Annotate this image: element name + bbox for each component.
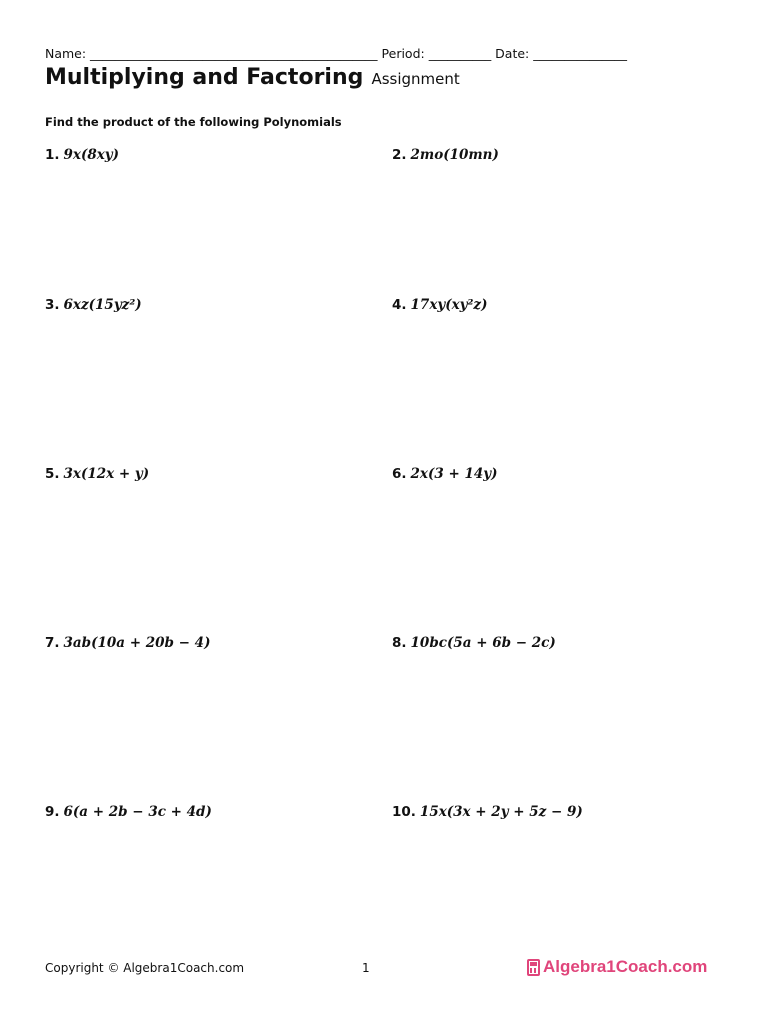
- problem-expression: 9x(8xy): [63, 147, 120, 163]
- problem-number: 9.: [45, 804, 60, 820]
- page-number: 1: [362, 961, 370, 975]
- problem-number: 5.: [45, 466, 60, 482]
- problem-number: 10.: [392, 804, 416, 820]
- problem-number: 1.: [45, 147, 60, 163]
- problem-number: 8.: [392, 635, 407, 651]
- problem-expression: 3ab(10a + 20b − 4): [63, 635, 211, 651]
- problem-number: 3.: [45, 297, 60, 313]
- problem-3: [45, 297, 142, 313]
- problem-expression: 2mo(10mn): [410, 147, 499, 163]
- problem-10: [392, 804, 583, 820]
- problem-8: [392, 635, 556, 651]
- brand-name: Algebra1Coach.com: [543, 957, 708, 976]
- title-main: Multiplying and Factoring: [45, 65, 364, 90]
- worksheet-title: [45, 65, 460, 90]
- problem-9: [45, 804, 212, 820]
- problem-number: 4.: [392, 297, 407, 313]
- problem-6: [392, 466, 497, 482]
- brand-logo: [527, 957, 707, 977]
- calculator-icon: [527, 959, 540, 976]
- problem-number: 7.: [45, 635, 60, 651]
- problem-expression: 15x(3x + 2y + 5z − 9): [419, 804, 583, 820]
- problem-5: [45, 466, 149, 482]
- copyright-text: Copyright © Algebra1Coach.com: [45, 961, 245, 975]
- title-sub: Assignment: [371, 70, 460, 88]
- problem-expression: 6(a + 2b − 3c + 4d): [63, 804, 212, 820]
- problem-number: 6.: [392, 466, 407, 482]
- problem-expression: 3x(12x + y): [63, 466, 150, 482]
- problem-2: [392, 147, 499, 163]
- problem-expression: 17xy(xy²z): [410, 297, 488, 313]
- problem-expression: 10bc(5a + 6b − 2c): [410, 635, 556, 651]
- problem-4: [392, 297, 487, 313]
- problem-7: [45, 635, 210, 651]
- problem-expression: 2x(3 + 14y): [410, 466, 498, 482]
- name-period-date-line: Name: ______________________________________________ Period: __________ Date: _______________: [45, 46, 627, 61]
- instructions: Find the product of the following Polynomials: [45, 115, 342, 129]
- problem-1: [45, 147, 119, 163]
- problem-expression: 6xz(15yz²): [63, 297, 142, 313]
- problem-number: 2.: [392, 147, 407, 163]
